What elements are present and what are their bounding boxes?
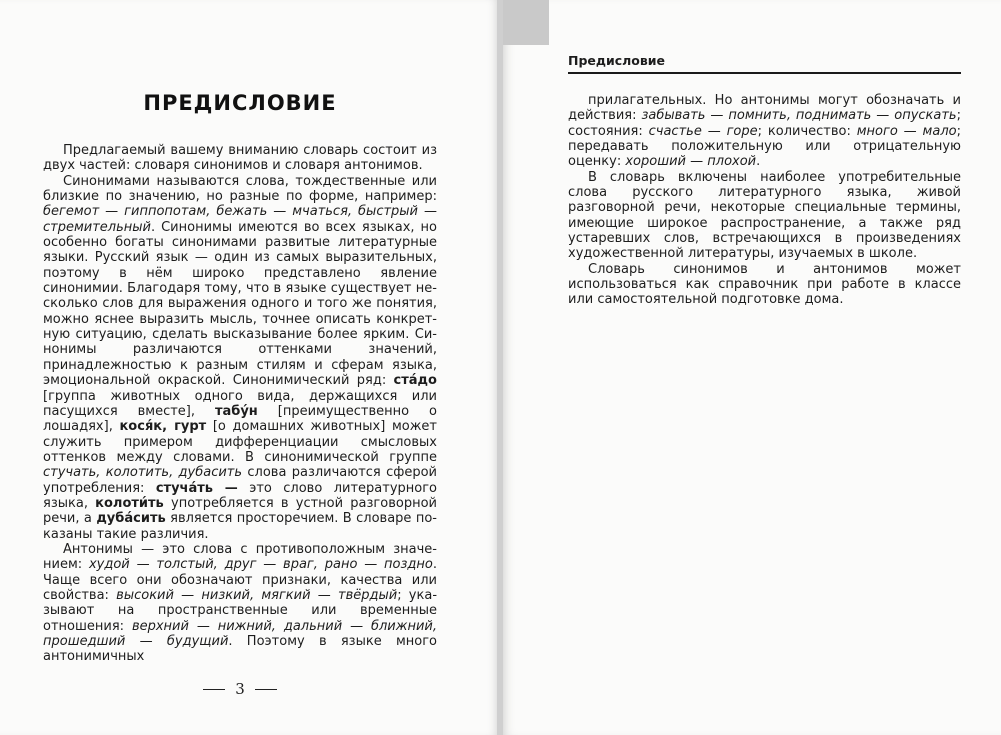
text-run: . Поэтому в языке много антонимичных <box>43 634 437 665</box>
italic-example: много — мало <box>856 123 957 139</box>
text-run: Предлагаемый вашему вниманию словарь состоит из двух частей: словаря синонимов и словаря антонимов. <box>43 143 437 174</box>
text-run: употребляется в устной разговорной речи, а <box>43 495 437 527</box>
page-number: 3 <box>235 680 245 698</box>
running-head: Предисловие <box>568 53 666 68</box>
bold-headword: ста́до <box>393 373 437 389</box>
paragraph <box>43 143 437 174</box>
folio-dash-right <box>255 689 277 690</box>
right-page-body <box>568 93 961 308</box>
left-page-body <box>43 143 437 665</box>
bold-headword: колоти́ть <box>95 495 164 511</box>
running-head-rule <box>568 72 961 74</box>
paragraph <box>568 170 961 262</box>
paragraph <box>43 174 437 542</box>
italic-example: верхний — нижний, дальний — ближний, прошедший — будущий <box>43 618 437 649</box>
italic-example: высокий — низкий, мягкий — твёрдый <box>116 587 398 603</box>
page-folio <box>190 680 290 698</box>
text-run: [группа животных одного вида, держащихся или пасущихся вместе], <box>43 388 437 419</box>
left-page <box>0 0 497 735</box>
text-run: . <box>756 154 761 170</box>
italic-example: забывать — помнить, поднимать — опускать <box>641 108 957 124</box>
text-run: . Синонимы имеются во всех языках, но особенно богаты синонимами развитые литературные языки. Русский язык — один из самых выразительных, поэтому в нём широко представлено явление синонимии. Благодаря тому, что в языке существует несколько слов для выражения одного и того же понятия, можно яснее выразить мысль, точнее описать конкретную ситуацию, сделать высказывание более ярким. Синонимы различаются оттенками значений, принадлежностью к разным стилям и сферам языка, эмоциональной окраской. Синонимический ряд: <box>43 219 437 389</box>
right-page <box>503 0 1001 735</box>
text-run: слова различаются сферой употребления: <box>43 465 437 496</box>
text-run: ; передавать положительную или отрицательную оценку: <box>568 123 961 170</box>
text-run: [преимущественно о лошадях], <box>43 403 437 435</box>
text-run: ; указывают на пространственные или временные отношения: <box>43 587 438 634</box>
paragraph <box>43 542 437 665</box>
text-run: . Чаще всего они обозначают признаки, качества или свойства: <box>43 557 438 603</box>
italic-example: стучать, колотить, дубасить <box>43 465 243 481</box>
text-run: В словарь включены наиболее употребительные слова русского литературного языка, живой разговорной речи, некоторые специальные термины, имеющие широкое распространение, а также ряд устаревших слов, встречающихся в произведениях художественной литературы, изучаемых в школе. <box>568 169 961 262</box>
italic-example: счастье — горе <box>648 123 758 139</box>
italic-example: хороший — плохой <box>625 154 757 170</box>
page-title: ПРЕДИСЛОВИЕ <box>143 91 337 115</box>
italic-example: бегемот — гиппопотам, бежать — мчаться, быстрый — стремительный <box>43 204 437 235</box>
page-edge-tab <box>503 0 549 45</box>
text-run: Словарь синонимов и антонимов может использоваться как справочник при работе в классе или самостоятельной подготовке дома. <box>568 261 961 308</box>
bold-headword: стуча́ть — <box>155 480 238 496</box>
bold-headword: табу́н <box>214 403 258 419</box>
paragraph <box>568 262 961 308</box>
text-run: это слово литературного языка, <box>43 480 437 511</box>
paragraph <box>568 93 961 170</box>
text-run: Синонимами называются слова, тождественные или близкие по значению, но разные по форме, например: <box>43 173 437 205</box>
text-run: [о домашних животных] может служить примером дифференциации смысловых оттенков между словами. В синонимической группе <box>43 419 437 465</box>
folio-dash-left <box>203 689 225 690</box>
bold-headword: дуба́сить <box>96 511 166 527</box>
bold-headword: кося́к, гурт <box>119 419 207 435</box>
text-run: ; состояния: <box>568 108 961 139</box>
text-run: прилагательных. Но антонимы могут обозначать и действия: <box>568 93 961 124</box>
italic-example: худой — толстый, друг — враг, рано — поздно <box>88 557 433 573</box>
text-run: является просторечием. В словаре показаны такие различия. <box>43 511 437 542</box>
text-run: ; количество: <box>757 123 857 139</box>
text-run: Антонимы — это слова с противоположным значением: <box>43 541 437 573</box>
